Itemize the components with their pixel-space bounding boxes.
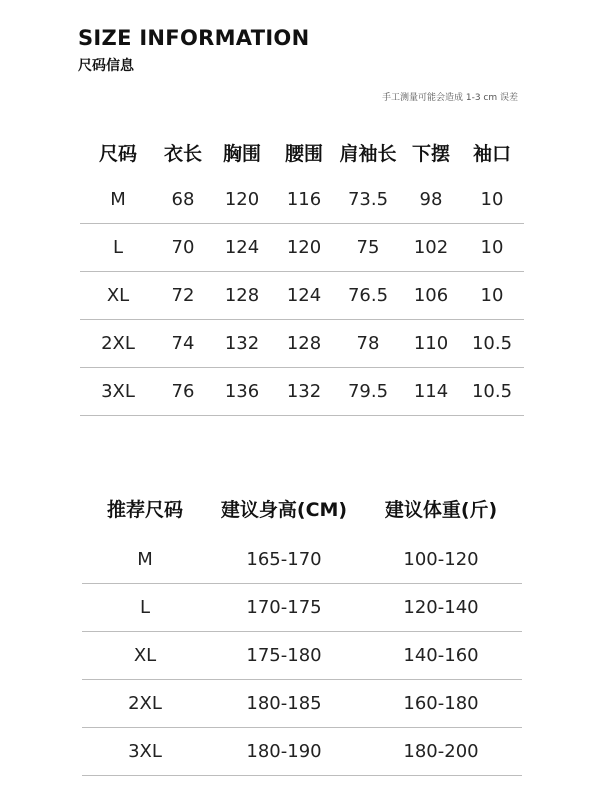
- cell-waist: 120: [274, 224, 334, 272]
- cell-shoulder-sleeve: 78: [334, 320, 402, 368]
- header-hem: 下摆: [411, 142, 450, 165]
- cell-shoulder-sleeve: 73.5: [334, 176, 402, 224]
- cell-shoulder-sleeve: 75: [334, 224, 402, 272]
- cell-recommended-size: XL: [82, 632, 208, 680]
- header-size: 尺码: [98, 142, 137, 165]
- table-row: [82, 536, 522, 584]
- cell-suggested-height: 175-180: [208, 632, 360, 680]
- measurement-note: 手工测量可能会造成 1-3 cm 误差: [382, 93, 518, 103]
- cell-chest: 124: [210, 224, 274, 272]
- cell-suggested-weight: 180-200: [360, 728, 522, 776]
- cell-recommended-size: 2XL: [82, 680, 208, 728]
- cell-suggested-weight: 140-160: [360, 632, 522, 680]
- cell-length: 74: [156, 320, 210, 368]
- cell-recommended-size: 3XL: [82, 728, 208, 776]
- cell-cuff: 10.5: [460, 320, 524, 368]
- recommendation-header-row: [82, 480, 522, 536]
- cell-suggested-height: 165-170: [208, 536, 360, 584]
- cell-length: 72: [156, 272, 210, 320]
- table-row: [80, 320, 524, 368]
- header-cuff: 袖口: [472, 142, 511, 165]
- cell-chest: 128: [210, 272, 274, 320]
- cell-shoulder-sleeve: 76.5: [334, 272, 402, 320]
- table-row: [82, 632, 522, 680]
- header-waist: 腰围: [284, 142, 323, 165]
- cell-cuff: 10.5: [460, 368, 524, 416]
- cell-chest: 136: [210, 368, 274, 416]
- table-row: [80, 176, 524, 224]
- table-row: [82, 728, 522, 776]
- cell-cuff: 10: [460, 272, 524, 320]
- cell-length: 68: [156, 176, 210, 224]
- table-row: [80, 368, 524, 416]
- cell-recommended-size: M: [82, 536, 208, 584]
- header-recommended-size: 推荐尺码: [106, 498, 183, 521]
- page-title-en: SIZE INFORMATION: [78, 26, 310, 50]
- cell-hem: 102: [402, 224, 460, 272]
- cell-length: 76: [156, 368, 210, 416]
- cell-chest: 120: [210, 176, 274, 224]
- table-row: [82, 584, 522, 632]
- header-length: 衣长: [163, 142, 202, 165]
- cell-hem: 106: [402, 272, 460, 320]
- cell-waist: 128: [274, 320, 334, 368]
- cell-waist: 132: [274, 368, 334, 416]
- cell-hem: 114: [402, 368, 460, 416]
- cell-suggested-weight: 100-120: [360, 536, 522, 584]
- page-title-cn: 尺码信息: [78, 58, 134, 74]
- header-chest: 胸围: [222, 142, 261, 165]
- recommendation-table: [82, 480, 522, 776]
- cell-length: 70: [156, 224, 210, 272]
- cell-size: L: [80, 224, 156, 272]
- cell-size: XL: [80, 272, 156, 320]
- table-row: [80, 272, 524, 320]
- cell-suggested-height: 180-185: [208, 680, 360, 728]
- header-suggested-weight: 建议体重(斤): [384, 498, 498, 521]
- cell-suggested-weight: 120-140: [360, 584, 522, 632]
- cell-cuff: 10: [460, 224, 524, 272]
- cell-size: 2XL: [80, 320, 156, 368]
- header-suggested-height: 建议身高(CM): [220, 498, 348, 521]
- cell-waist: 116: [274, 176, 334, 224]
- cell-chest: 132: [210, 320, 274, 368]
- cell-shoulder-sleeve: 79.5: [334, 368, 402, 416]
- cell-suggested-height: 180-190: [208, 728, 360, 776]
- table-row: [82, 680, 522, 728]
- cell-cuff: 10: [460, 176, 524, 224]
- measurement-table: [80, 128, 524, 416]
- cell-recommended-size: L: [82, 584, 208, 632]
- cell-hem: 110: [402, 320, 460, 368]
- cell-size: M: [80, 176, 156, 224]
- header-shoulder-sleeve: 肩袖长: [339, 142, 397, 165]
- cell-size: 3XL: [80, 368, 156, 416]
- cell-suggested-height: 170-175: [208, 584, 360, 632]
- cell-waist: 124: [274, 272, 334, 320]
- table-row: [80, 224, 524, 272]
- cell-hem: 98: [402, 176, 460, 224]
- measurement-header-row: [80, 128, 524, 176]
- cell-suggested-weight: 160-180: [360, 680, 522, 728]
